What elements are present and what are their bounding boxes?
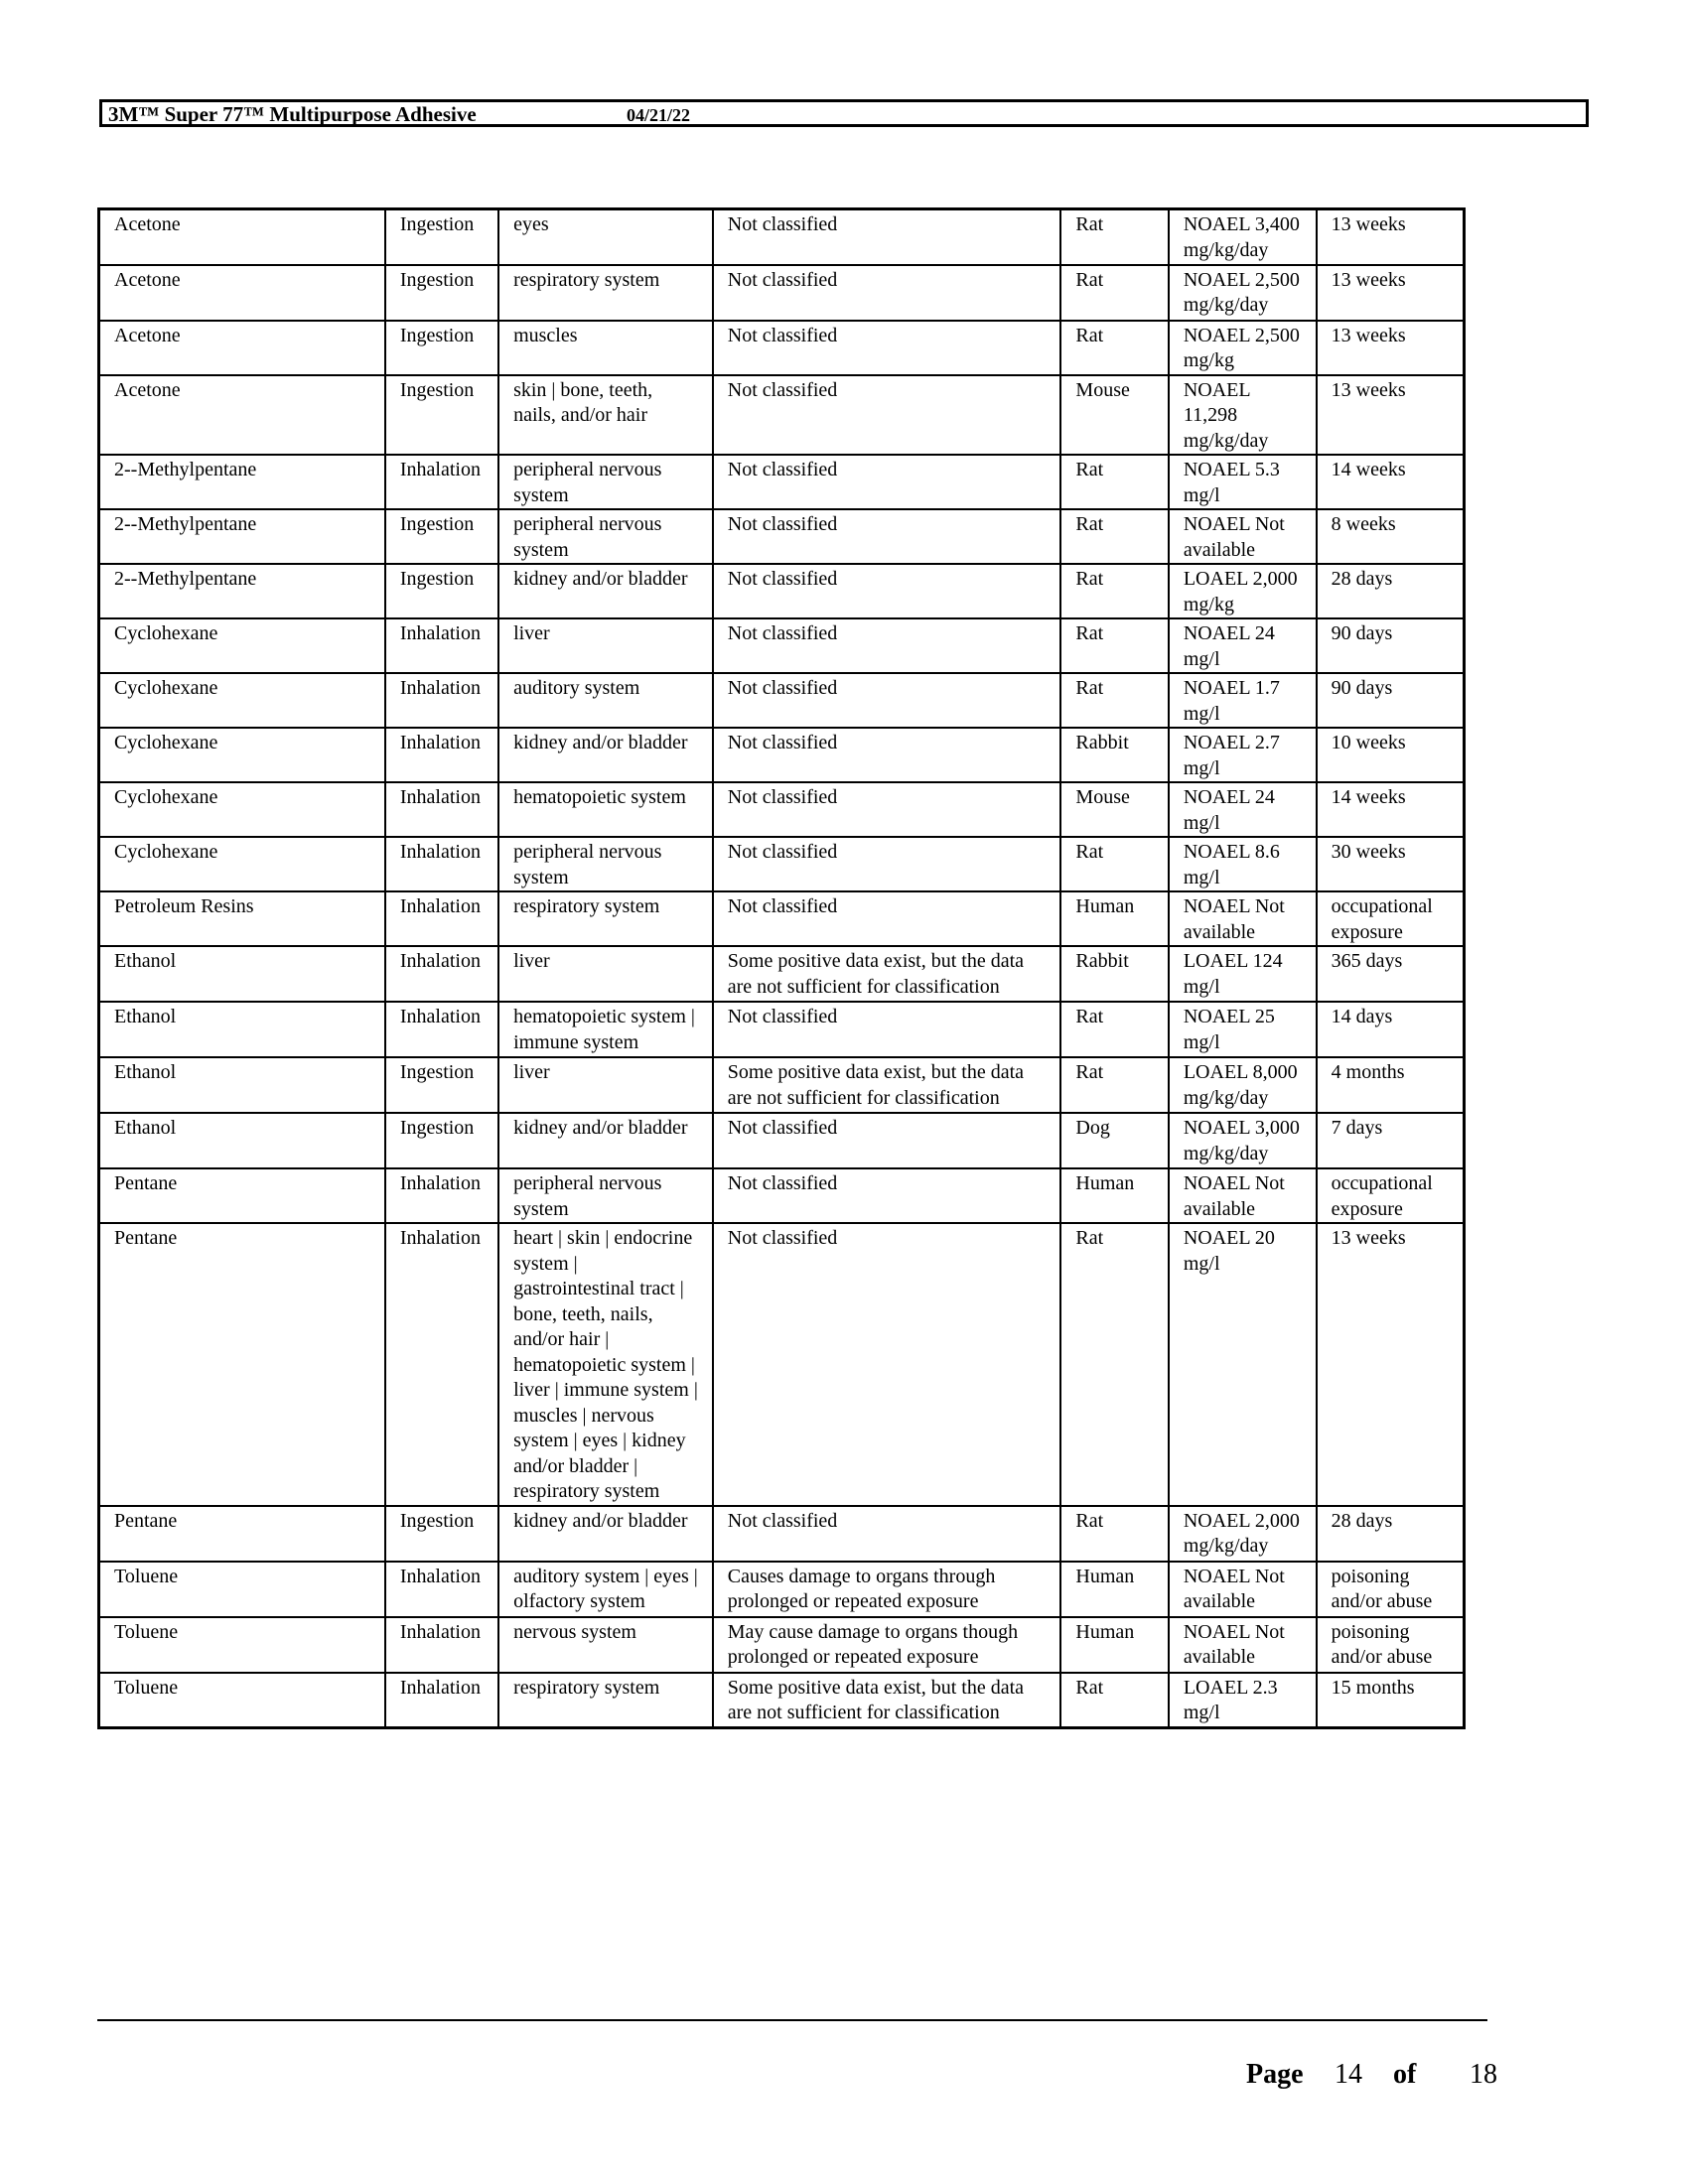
target-organs-cell: respiratory system [498, 265, 713, 321]
revision-date: 04/21/22 [627, 105, 691, 125]
classification-value-cell: Not classified [713, 618, 1061, 673]
test-result-cell: LOAEL 8,000 mg/kg/day [1169, 1057, 1317, 1113]
test-species-cell: Rat [1060, 455, 1168, 509]
table-row [99, 1617, 1465, 1673]
substance-name-cell: Pentane [99, 1506, 385, 1562]
table-body [99, 209, 1465, 1728]
substance-name-cell: Toluene [99, 1673, 385, 1728]
test-result-cell: NOAEL 2,000 mg/kg/day [1169, 1506, 1317, 1562]
substance-name-cell: Cyclohexane [99, 618, 385, 673]
test-species-cell: Human [1060, 1617, 1168, 1673]
test-result-cell: NOAEL 8.6 mg/l [1169, 837, 1317, 891]
substance-name-cell: Cyclohexane [99, 782, 385, 837]
target-organs-cell: hematopoietic system | immune system [498, 1002, 713, 1057]
route-of-exposure-cell: Ingestion [385, 1506, 498, 1562]
target-organs-cell: skin | bone, teeth, nails, and/or hair [498, 375, 713, 456]
substance-name-cell: Ethanol [99, 1002, 385, 1057]
target-organs-cell: peripheral nervous system [498, 509, 713, 564]
classification-value-cell: Not classified [713, 375, 1061, 456]
route-of-exposure-cell: Inhalation [385, 1673, 498, 1728]
test-species-cell: Mouse [1060, 375, 1168, 456]
route-of-exposure-cell: Inhalation [385, 728, 498, 782]
target-organs-cell: liver [498, 618, 713, 673]
footer-divider [97, 2019, 1487, 2021]
test-result-cell: NOAEL 3,000 mg/kg/day [1169, 1113, 1317, 1168]
test-species-cell: Rabbit [1060, 946, 1168, 1002]
exposure-duration-cell: 13 weeks [1317, 321, 1465, 375]
test-species-cell: Rat [1060, 209, 1168, 265]
substance-name-cell: Ethanol [99, 946, 385, 1002]
substance-name-cell: Cyclohexane [99, 673, 385, 728]
table-row [99, 1113, 1465, 1168]
target-organs-cell: liver [498, 1057, 713, 1113]
test-result-cell: NOAEL 5.3 mg/l [1169, 455, 1317, 509]
substance-name-cell: Acetone [99, 209, 385, 265]
substance-name-cell: Acetone [99, 375, 385, 456]
table-row [99, 837, 1465, 891]
classification-value-cell: Not classified [713, 782, 1061, 837]
page-label: Page [1246, 2059, 1304, 2090]
target-organs-cell: auditory system [498, 673, 713, 728]
substance-name-cell: Cyclohexane [99, 728, 385, 782]
page-number: 14 [1335, 2059, 1362, 2090]
exposure-duration-cell: 13 weeks [1317, 265, 1465, 321]
test-result-cell: LOAEL 124 mg/l [1169, 946, 1317, 1002]
table-row [99, 375, 1465, 456]
classification-value-cell: Not classified [713, 564, 1061, 618]
table-row [99, 1168, 1465, 1223]
target-organs-cell: kidney and/or bladder [498, 728, 713, 782]
substance-name-cell: Toluene [99, 1617, 385, 1673]
exposure-duration-cell: 14 weeks [1317, 782, 1465, 837]
exposure-duration-cell: 13 weeks [1317, 209, 1465, 265]
exposure-duration-cell: 28 days [1317, 1506, 1465, 1562]
test-species-cell: Rat [1060, 1673, 1168, 1728]
test-species-cell: Rat [1060, 1223, 1168, 1506]
substance-name-cell: Ethanol [99, 1113, 385, 1168]
route-of-exposure-cell: Inhalation [385, 782, 498, 837]
route-of-exposure-cell: Ingestion [385, 321, 498, 375]
test-species-cell: Dog [1060, 1113, 1168, 1168]
classification-value-cell: Not classified [713, 728, 1061, 782]
table-row [99, 455, 1465, 509]
classification-value-cell: May cause damage to organs though prolonged or repeated exposure [713, 1617, 1061, 1673]
table-row [99, 946, 1465, 1002]
target-organs-cell: liver [498, 946, 713, 1002]
table-row [99, 509, 1465, 564]
test-result-cell: NOAEL Not available [1169, 1562, 1317, 1617]
test-species-cell: Mouse [1060, 782, 1168, 837]
test-species-cell: Rat [1060, 1506, 1168, 1562]
classification-value-cell: Not classified [713, 455, 1061, 509]
exposure-duration-cell: 7 days [1317, 1113, 1465, 1168]
table-row [99, 891, 1465, 946]
of-label: of [1393, 2059, 1417, 2090]
test-result-cell: NOAEL 1.7 mg/l [1169, 673, 1317, 728]
route-of-exposure-cell: Ingestion [385, 375, 498, 456]
table-row [99, 618, 1465, 673]
target-organs-cell: hematopoietic system [498, 782, 713, 837]
target-organs-cell: kidney and/or bladder [498, 1113, 713, 1168]
test-result-cell: NOAEL Not available [1169, 509, 1317, 564]
target-organs-cell: peripheral nervous system [498, 455, 713, 509]
classification-value-cell: Not classified [713, 1168, 1061, 1223]
test-result-cell: NOAEL Not available [1169, 1168, 1317, 1223]
test-result-cell: NOAEL 2,500 mg/kg/day [1169, 265, 1317, 321]
classification-value-cell: Not classified [713, 837, 1061, 891]
table-row [99, 673, 1465, 728]
exposure-duration-cell: 15 months [1317, 1673, 1465, 1728]
substance-name-cell: Acetone [99, 265, 385, 321]
target-organs-cell: kidney and/or bladder [498, 1506, 713, 1562]
substance-name-cell: Acetone [99, 321, 385, 375]
target-organs-cell: kidney and/or bladder [498, 564, 713, 618]
exposure-duration-cell: 90 days [1317, 618, 1465, 673]
test-result-cell: NOAEL 2.7 mg/l [1169, 728, 1317, 782]
classification-value-cell: Not classified [713, 509, 1061, 564]
route-of-exposure-cell: Inhalation [385, 946, 498, 1002]
route-of-exposure-cell: Inhalation [385, 1002, 498, 1057]
table-row [99, 1223, 1465, 1506]
test-species-cell: Human [1060, 891, 1168, 946]
test-result-cell: NOAEL 3,400 mg/kg/day [1169, 209, 1317, 265]
test-species-cell: Rat [1060, 618, 1168, 673]
route-of-exposure-cell: Inhalation [385, 618, 498, 673]
target-organs-cell: peripheral nervous system [498, 837, 713, 891]
route-of-exposure-cell: Inhalation [385, 1562, 498, 1617]
exposure-duration-cell: poisoning and/or abuse [1317, 1617, 1465, 1673]
exposure-duration-cell: occupational exposure [1317, 891, 1465, 946]
table-row [99, 1057, 1465, 1113]
table-row [99, 564, 1465, 618]
exposure-duration-cell: 4 months [1317, 1057, 1465, 1113]
classification-value-cell: Not classified [713, 1506, 1061, 1562]
route-of-exposure-cell: Ingestion [385, 1113, 498, 1168]
test-species-cell: Rat [1060, 509, 1168, 564]
test-result-cell: LOAEL 2.3 mg/l [1169, 1673, 1317, 1728]
route-of-exposure-cell: Inhalation [385, 891, 498, 946]
table-row [99, 1562, 1465, 1617]
test-species-cell: Rat [1060, 1002, 1168, 1057]
test-species-cell: Rat [1060, 265, 1168, 321]
route-of-exposure-cell: Inhalation [385, 673, 498, 728]
classification-value-cell: Not classified [713, 209, 1061, 265]
document-header [99, 99, 1589, 127]
classification-value-cell: Not classified [713, 673, 1061, 728]
classification-value-cell: Some positive data exist, but the data are not sufficient for classification [713, 1673, 1061, 1728]
total-pages: 18 [1470, 2059, 1497, 2090]
route-of-exposure-cell: Inhalation [385, 837, 498, 891]
route-of-exposure-cell: Inhalation [385, 1223, 498, 1506]
table-row [99, 209, 1465, 265]
substance-name-cell: 2--Methylpentane [99, 564, 385, 618]
target-organ-toxicity-table [97, 207, 1466, 1729]
test-species-cell: Human [1060, 1562, 1168, 1617]
route-of-exposure-cell: Ingestion [385, 1057, 498, 1113]
exposure-duration-cell: 30 weeks [1317, 837, 1465, 891]
test-species-cell: Human [1060, 1168, 1168, 1223]
product-title: 3M™ Super 77™ Multipurpose Adhesive [108, 102, 477, 126]
classification-value-cell: Some positive data exist, but the data are not sufficient for classification [713, 1057, 1061, 1113]
table-row [99, 321, 1465, 375]
table-row [99, 1506, 1465, 1562]
substance-name-cell: Pentane [99, 1168, 385, 1223]
route-of-exposure-cell: Ingestion [385, 265, 498, 321]
classification-value-cell: Not classified [713, 265, 1061, 321]
test-species-cell: Rat [1060, 673, 1168, 728]
test-result-cell: NOAEL 24 mg/l [1169, 782, 1317, 837]
table-row [99, 782, 1465, 837]
test-result-cell: NOAEL 20 mg/l [1169, 1223, 1317, 1506]
substance-name-cell: 2--Methylpentane [99, 455, 385, 509]
classification-value-cell: Causes damage to organs through prolonged or repeated exposure [713, 1562, 1061, 1617]
classification-value-cell: Not classified [713, 1223, 1061, 1506]
table-row [99, 265, 1465, 321]
test-result-cell: NOAEL Not available [1169, 891, 1317, 946]
target-organs-cell: respiratory system [498, 891, 713, 946]
test-species-cell: Rabbit [1060, 728, 1168, 782]
exposure-duration-cell: 10 weeks [1317, 728, 1465, 782]
route-of-exposure-cell: Inhalation [385, 455, 498, 509]
exposure-duration-cell: 14 weeks [1317, 455, 1465, 509]
test-species-cell: Rat [1060, 837, 1168, 891]
exposure-duration-cell: 28 days [1317, 564, 1465, 618]
classification-value-cell: Not classified [713, 321, 1061, 375]
test-result-cell: LOAEL 2,000 mg/kg [1169, 564, 1317, 618]
exposure-duration-cell: 13 weeks [1317, 1223, 1465, 1506]
test-result-cell: NOAEL Not available [1169, 1617, 1317, 1673]
substance-name-cell: Petroleum Resins [99, 891, 385, 946]
substance-name-cell: 2--Methylpentane [99, 509, 385, 564]
exposure-duration-cell: 365 days [1317, 946, 1465, 1002]
exposure-duration-cell: 90 days [1317, 673, 1465, 728]
exposure-duration-cell: occupational exposure [1317, 1168, 1465, 1223]
route-of-exposure-cell: Ingestion [385, 509, 498, 564]
classification-value-cell: Not classified [713, 891, 1061, 946]
substance-name-cell: Pentane [99, 1223, 385, 1506]
exposure-duration-cell: 13 weeks [1317, 375, 1465, 456]
exposure-duration-cell: 8 weeks [1317, 509, 1465, 564]
table-row [99, 1673, 1465, 1728]
target-organs-cell: eyes [498, 209, 713, 265]
route-of-exposure-cell: Inhalation [385, 1617, 498, 1673]
target-organs-cell: nervous system [498, 1617, 713, 1673]
substance-name-cell: Ethanol [99, 1057, 385, 1113]
exposure-duration-cell: poisoning and/or abuse [1317, 1562, 1465, 1617]
substance-name-cell: Toluene [99, 1562, 385, 1617]
route-of-exposure-cell: Ingestion [385, 209, 498, 265]
test-result-cell: NOAEL 25 mg/l [1169, 1002, 1317, 1057]
route-of-exposure-cell: Ingestion [385, 564, 498, 618]
table-row [99, 728, 1465, 782]
test-species-cell: Rat [1060, 1057, 1168, 1113]
classification-value-cell: Some positive data exist, but the data are not sufficient for classification [713, 946, 1061, 1002]
target-organs-cell: respiratory system [498, 1673, 713, 1728]
test-result-cell: NOAEL 11,298 mg/kg/day [1169, 375, 1317, 456]
target-organs-cell: heart | skin | endocrine system | gastrointestinal tract | bone, teeth, nails, and/or hair | hematopoietic system | liver | immune system | muscles | nervous system | eyes | kidney and/or bladder | respiratory system [498, 1223, 713, 1506]
test-species-cell: Rat [1060, 321, 1168, 375]
target-organs-cell: muscles [498, 321, 713, 375]
substance-name-cell: Cyclohexane [99, 837, 385, 891]
classification-value-cell: Not classified [713, 1002, 1061, 1057]
route-of-exposure-cell: Inhalation [385, 1168, 498, 1223]
target-organs-cell: peripheral nervous system [498, 1168, 713, 1223]
exposure-duration-cell: 14 days [1317, 1002, 1465, 1057]
test-species-cell: Rat [1060, 564, 1168, 618]
test-result-cell: NOAEL 24 mg/l [1169, 618, 1317, 673]
table-row [99, 1002, 1465, 1057]
test-result-cell: NOAEL 2,500 mg/kg [1169, 321, 1317, 375]
classification-value-cell: Not classified [713, 1113, 1061, 1168]
target-organs-cell: auditory system | eyes | olfactory system [498, 1562, 713, 1617]
